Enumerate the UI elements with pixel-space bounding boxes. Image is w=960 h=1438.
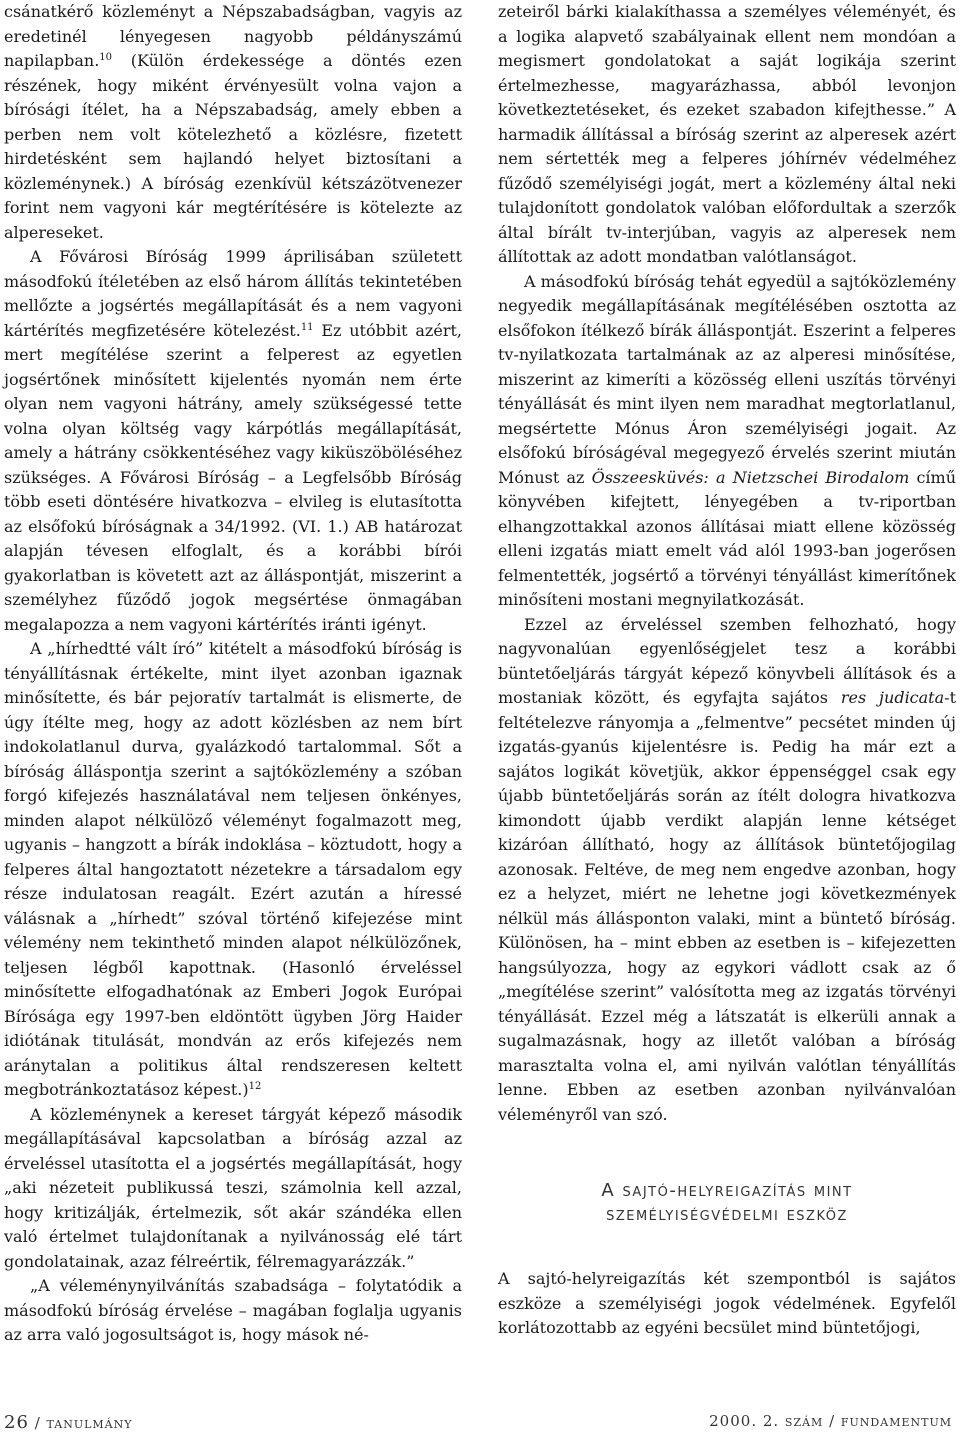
page-number: 26 <box>4 1412 29 1433</box>
paragraph: A másodfokú bíróság tehát egyedül a sajtóközlemény negyedik megállapításának megítélésében osztotta az elsőfokon ítélkező bírák álláspontját. Eszerint a felperes tv-nyilatkozata tartalmának az az alperesi minősítése, miszerint az kimeríti a közösség elleni uszítás törvényi tényállását és mint ilyen nem maradhat megtorlatlanul, megsértette Mónus Áron személyiségi jogait. Az elsőfokú bíróságéval megegyező érvelés szerint miután Mónust az Összeesküvés: a Nietzschei Birodalom című könyvében kifejtett, lényegében a tv-riportban elhangzottakkal azonos állításai miatt ellene közösség elleni izgatás miatt emelt vád alól 1993-ban jogerősen felmentették, jogsértő a törvényi tényállást kimerítőnek minősíteni mostani megnyilatkozását. <box>498 271 956 609</box>
paragraph: „A véleménynyilvánítás szabadsága – folytatódik a másodfokú bíróság érvelése – magában foglalja ugyanis az arra való jogosultságot is, hogy mások né- <box>4 1276 462 1344</box>
page-footer-left <box>4 1412 132 1433</box>
latin-term: res judicata <box>840 688 945 707</box>
book-title: Összeesküvés: a Nietzschei Birodalom <box>591 467 910 487</box>
paragraph: zeteiről bárki kialakíthassa a személyes véleményét, és a logika alapvető szabályainak ellent nem mondóan a megismert gondolatokat a saját logikája szerint értelmezhesse, magyarázhassa, abból levonjon következtetéseket, és ezeket szabadon kifejthesse.” A harmadik állítással a bíróság szerint az alperesek azért nem sértették meg a felperes jóhírnév védelméhez fűződő személyiségi jogát, mert a közlemény által neki tulajdonított gondolatok valóban előfordultak a szerzők által bírált tv-interjúban, vagyis az alperesek nem állítottak az adott mondatban valótlanságot. <box>498 2 956 266</box>
paragraph: A Fővárosi Bíróság 1999 áprilisában született másodfokú ítéletében az első három állítás tekintetében mellőzte a jogsértés megállapítását és a nem vagyoni kártérítés megfizetésére kötelezést.$^{11}$ Ez utóbbit azért, mert megítélése szerint a felperest az egyetlen jogsértőnek minősített kijelentés nyomán nem érte olyan nem vagyoni hátrány, amely szükségessé tette volna olyan költség vagy kárpótlás megállapítását, amely a hátrány csökkentéséhez vagy kiküszöböléséhez szükséges. A Fővárosi Bíróság – a Legfelsőbb Bíróság több eseti döntésére hivatkozva – elvileg is elutasította az elsőfokú bíróságnak a 34/1992. (VI. 1.) AB határozat alapján tévesen elfoglalt, és a korábbi bírói gyakorlatban is követett azt az álláspontját, miszerint a személyhez fűződő jogok megsértése önmagában megalapozza a nem vagyoni kártérítés iránti igényt. <box>4 247 462 634</box>
paragraph: A sajtó-helyreigazítás két szempontból is sajátos eszköze a személyiségi jogok védelmének. Egyfelől korlátozottabb az egyéni becsület mind büntetőjogi, <box>498 1269 956 1337</box>
footnote-ref[interactable]: 11 <box>300 321 314 333</box>
footnote-ref[interactable]: 12 <box>248 1081 262 1092</box>
paragraph: Ezzel az érveléssel szemben felhozható, hogy nagyvonalúan egyenlőségjelet tesz a korábbi büntetőeljárás tárgyát képező könyvbeli állítások és a mostaniak között, és egyfajta sajátos res judicata-t feltételezve rányomja a „felmentve” pecsétet minden új izgatás-gyanús kijelentésre is. Pedig ha már ezt a sajátos logikát követjük, akkor éppenséggel csak egy újabb büntetőeljárás során az ítélt dologra hivatkozva kimondott újabb verdikt alapján lenne kétséget kizáróan állítható, hogy az állítások büntetőjogilag azonosak. Feltéve, de meg nem engedve azonban, hogy ez a helyzet, miért ne lehetne jogi következmények nélkül más állásponton valaki, mint a büntető bíróság. Különösen, ha – mint ebben az esetben is – kifejezetten hangsúlyozza, hogy az egykori vádlott csak az ő „megítélése szerint” valósította meg az izgatás törvényi tényállását. Ezzel még a látszatát is elkerüli annak a sugalmazásnak, hogy az illetőt valóban a bíróság marasztalta volna el, ami nyilván valótlan tényállítás lenne. Ebben az esetben azonban nyilvánvalóan véleményről van szó. <box>498 614 956 1124</box>
right-column <box>498 0 956 1341</box>
paragraph: A „hírhedtté vált író” kitételt a másodfokú bíróság is tényállításnak értékelte, mint ilyet azonban igaznak minősítette, és bár pejoratív tartalmát is elismerte, de úgy ítélte meg, hogy az adott közlésben az nem bírt indokolatlanul durva, gyalázkodó tartalommal. Sőt a bíróság álláspontja szerint a sajtóközlemény a szóban forgó kifejezés használatával nem teljesen önkényes, minden alapot nélkülöző véleményt fogalmazott meg, ugyanis – hangzott a bírák indoklása – köztudott, hogy a felperes által hangoztatott nézetekre a társadalom egy része indulatosan reagált. Ezért azután a híressé válásnak a „hírhedt” szóval történő kifejezése mint vélemény nem tekinthető minden alapot nélkülözőnek, teljesen légből kapottnak. (Hasonló érveléssel minősítette elfogadhatónak az Emberi Jogok Európai Bírósága egy 1997-ben eldöntött ügyben Jörg Haider idiótának titulását, mondván az erős kifejezés nem aránytalan a politikus által rendszeresen keltett megbotránkoztatásoz képest.)$^{12}$ <box>4 639 462 1099</box>
paragraph: csánatkérő közleményt a Népszabadságban, vagyis az eredetinél lényegesen nagyobb példányszámú napilapban.$^{10}$ (Külön érdekessége a döntés ezen részének, hogy miként érvényesült volna vajon a bírósági ítélet, ha a Népszabadság, amely ebben a perben nem volt kötelezhető a közlésre, fizetett hirdetésként sem hajlandó helyet biztosítani a közleménynek.) A bíróság ezenkívül kétszázötvenezer forint nem vagyoni kár megtérítésére is kötelezte az alpereseket. <box>4 2 462 242</box>
paragraph: A közleménynek a kereset tárgyát képező második megállapításával kapcsolatban a bíróság azzal az érveléssel utasította el a jogsértés megállapítását, hogy „aki nézeteit publikussá teszi, számolnia kell azzal, hogy kritizálják, értelmezik, sőt akár szándéka ellen való értelmet tulajdonítanak a nyilvánosság elé tárt gondolatainak, azaz félreértik, félremagyarázzák.” <box>4 1104 462 1271</box>
section-label: / tanulmány <box>34 1414 133 1432</box>
footnote-ref[interactable]: 10 <box>99 52 113 63</box>
page-footer-right <box>709 1412 952 1430</box>
issue-label: 2000. 2. szám / fundamentum <box>709 1412 952 1430</box>
section-heading: A sajtó-helyreigazítás mint személyiségvédelmi eszköz <box>601 1180 853 1225</box>
left-column <box>4 0 462 1348</box>
